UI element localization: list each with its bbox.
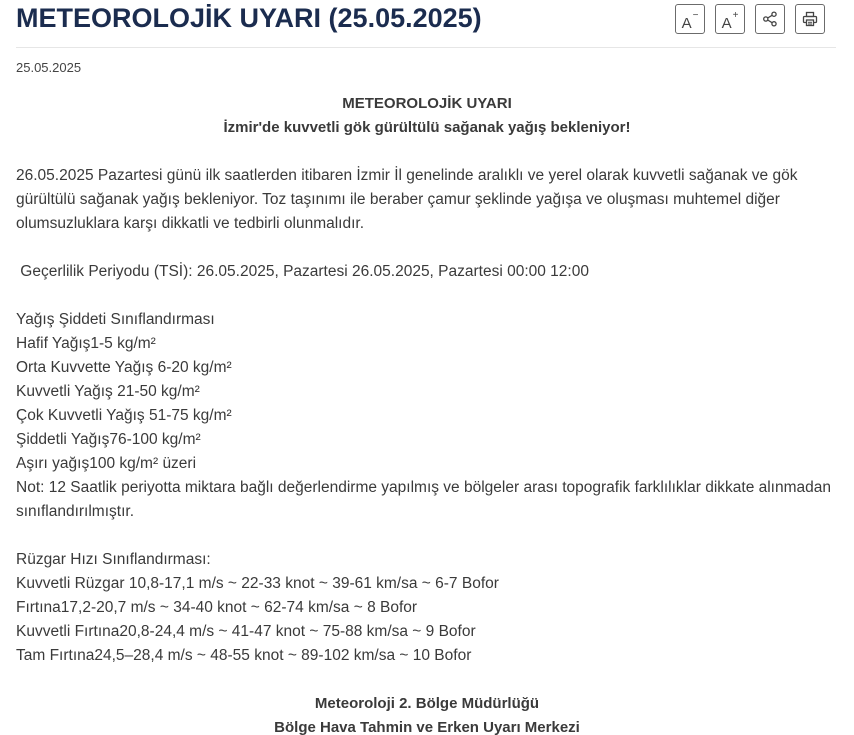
share-button[interactable]: [755, 4, 785, 34]
spacer: [16, 524, 838, 548]
increase-font-mark: +: [732, 9, 739, 21]
print-button[interactable]: [795, 4, 825, 34]
decrease-font-icon: [681, 9, 699, 32]
decrease-font-mark: −: [692, 9, 699, 21]
decrease-font-button[interactable]: [675, 4, 705, 34]
rain-item: Çok Kuvvetli Yağış 51-75 kg/m²: [16, 407, 232, 424]
wind-classification-title: Rüzgar Hızı Sınıflandırması:: [16, 551, 211, 568]
rain-item: Orta Kuvvette Yağış 6-20 kg/m²: [16, 359, 232, 376]
print-icon: [802, 11, 818, 27]
article-body: [16, 92, 838, 735]
decrease-font-letter: A: [681, 14, 692, 32]
footer-office: Meteoroloji 2. Bölge Müdürlüğü: [314, 695, 540, 712]
rain-item: Şiddetli Yağış76-100 kg/m²: [16, 431, 201, 448]
increase-font-icon: [721, 9, 739, 32]
validity-period: Geçerlilik Periyodu (TSİ): 26.05.2025, Pazartesi 26.05.2025, Pazartesi 00:00 12:00: [16, 263, 589, 280]
increase-font-letter: A: [721, 14, 732, 32]
spacer: [16, 236, 838, 260]
rain-note: Not: 12 Saatlik periyotta miktara bağlı değerlendirme yapılmış ve bölgeler arası topografik farklılıklar dikkate alınmadan sınıflandırılmıştır.: [16, 479, 832, 520]
wind-item: Tam Fırtına24,5–28,4 m/s ~ 48-55 knot ~ 89-102 km/sa ~ 10 Bofor: [16, 647, 472, 664]
wind-item: Kuvvetli Rüzgar 10,8-17,1 m/s ~ 22-33 knot ~ 39-61 km/sa ~ 6-7 Bofor: [16, 575, 499, 592]
rain-item: Hafif Yağış1-5 kg/m²: [16, 335, 156, 352]
wind-item: Fırtına17,2-20,7 m/s ~ 34-40 knot ~ 62-74 km/sa ~ 8 Bofor: [16, 599, 418, 616]
article-heading: METEOROLOJİK UYARI: [342, 95, 512, 112]
rain-classification-title: Yağış Şiddeti Sınıflandırması: [16, 311, 215, 328]
share-icon: [762, 11, 778, 27]
spacer: [16, 284, 838, 308]
increase-font-button[interactable]: [715, 4, 745, 34]
wind-item: Kuvvetli Fırtına20,8-24,4 m/s ~ 41-47 knot ~ 75-88 km/sa ~ 9 Bofor: [16, 623, 476, 640]
header-divider: [16, 47, 836, 48]
spacer: [16, 140, 838, 164]
publish-date: 25.05.2025: [16, 60, 82, 75]
footer-center: Bölge Hava Tahmin ve Erken Uyarı Merkezi: [274, 719, 580, 735]
spacer: [16, 668, 838, 692]
intro-paragraph: 26.05.2025 Pazartesi günü ilk saatlerden itibaren İzmir İl genelinde aralıklı ve yerel olarak kuvvetli sağanak ve gök gürültülü sağanak yağış bekleniyor. Toz taşınımı ile beraber çamur şeklinde yağışa ve oluşması muhtemel diğer olumsuzluklara karşı dikkatli ve tedbirli olunmalıdır.: [16, 167, 798, 232]
rain-item: Kuvvetli Yağış 21-50 kg/m²: [16, 383, 200, 400]
rain-item: Aşırı yağış100 kg/m² üzeri: [16, 455, 197, 472]
page-title: METEOROLOJİK UYARI (25.05.2025): [16, 3, 482, 33]
article-toolbar: [675, 4, 825, 34]
article-subheading: İzmir'de kuvvetli gök gürültülü sağanak yağış bekleniyor!: [223, 119, 631, 136]
